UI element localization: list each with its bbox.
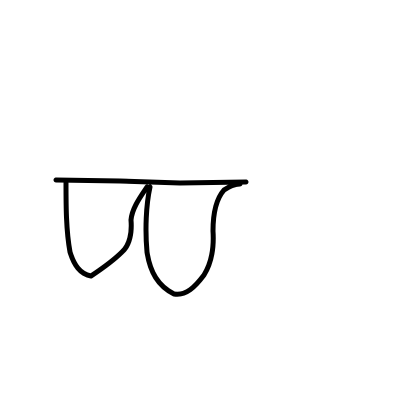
horizontal-bar-stroke: [56, 180, 246, 183]
